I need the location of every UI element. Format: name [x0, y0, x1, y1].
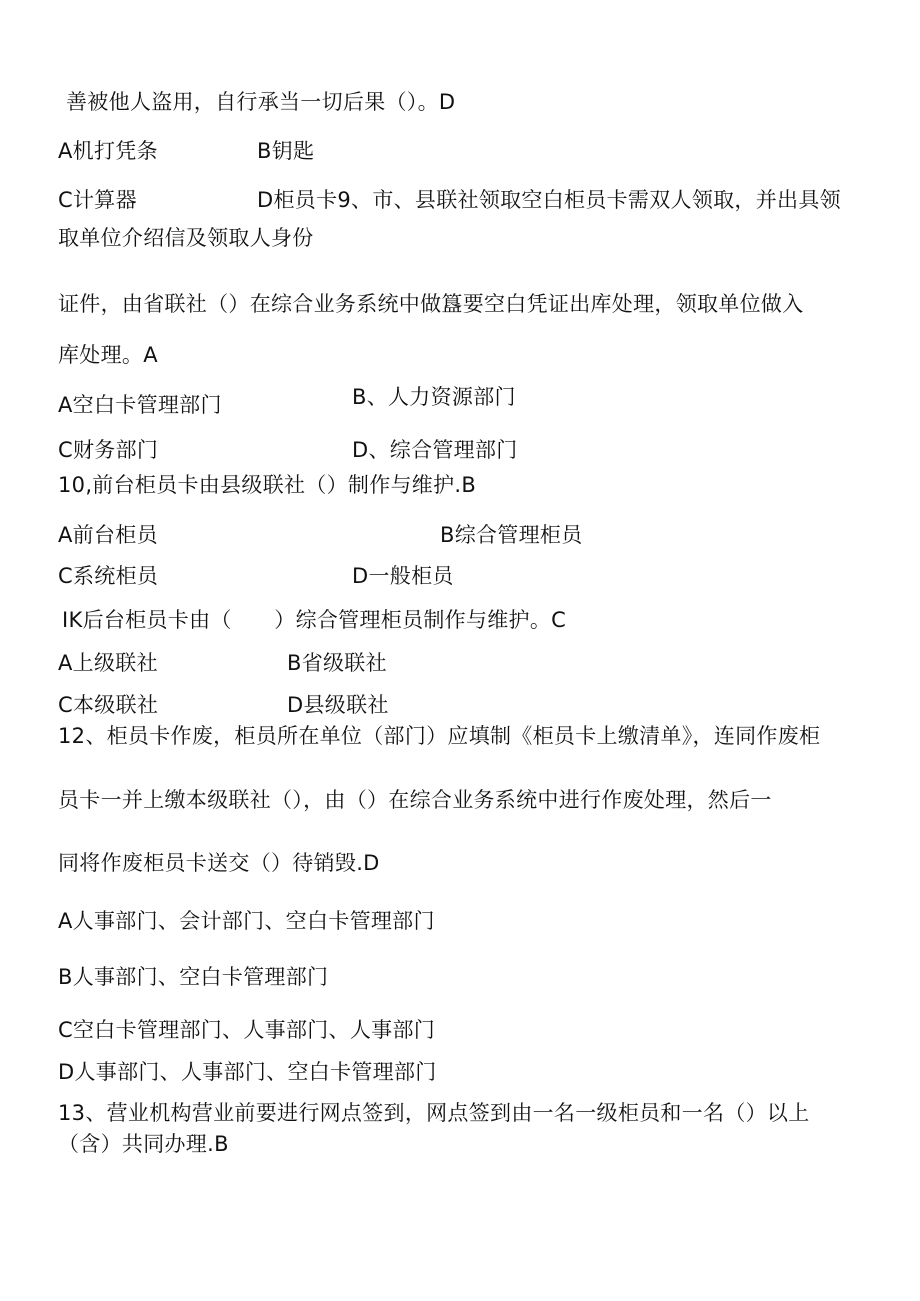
option-d: D一般柜员 [352, 564, 454, 588]
option-d-and-question-9: D柜员卡9、市、县联社领取空白柜员卡需双人领取，并出具领 [257, 188, 841, 212]
option-b: B省级联社 [287, 651, 387, 675]
question-12-answer: 同将作废柜员卡送交（）待销毁.D [58, 851, 380, 875]
question-9-text-cont: 证件，由省联社（）在综合业务系统中做簋要空白凭证出库处理，领取单位做入 [58, 292, 804, 316]
question-10: 10,前台柜员卡由县级联社（）制作与维护.B [58, 473, 477, 497]
question-11: IK后台柜员卡由（ ）综合管理柜员制作与维护。C [62, 608, 567, 632]
option-b: B、人力资源部门 [352, 385, 516, 409]
option-a: A空白卡管理部门 [58, 393, 222, 417]
question-13-answer: （含）共同办理.B [58, 1132, 229, 1156]
option-d: D县级联社 [287, 693, 389, 717]
option-c: C本级联社 [58, 693, 159, 717]
option-a: A机打凭条 [58, 139, 158, 163]
option-c: C系统柜员 [58, 564, 159, 588]
option-b: B钥匙 [257, 139, 315, 163]
option-b: B人事部门、空白卡管理部门 [58, 965, 329, 989]
option-d: D、综合管理部门 [352, 438, 518, 462]
option-a: A前台柜员 [58, 523, 158, 547]
option-c: C计算器 [58, 188, 137, 212]
option-c: C财务部门 [58, 438, 159, 462]
option-d: D人事部门、人事部门、空白卡管理部门 [58, 1060, 437, 1084]
option-a: A人事部门、会计部门、空白卡管理部门 [58, 909, 435, 933]
question-13: 13、营业机构营业前要进行网点签到，网点签到由一名一级柜员和一名（）以上 [58, 1101, 810, 1125]
option-a: A上级联社 [58, 651, 158, 675]
option-b: B综合管理柜员 [440, 523, 583, 547]
question-9-text: 取单位介绍信及领取人身份 [58, 226, 314, 250]
question-12: 12、柜员卡作废，柜员所在单位（部门）应填制《柜员卡上缴清单》，连同作废柜 [58, 724, 821, 748]
question-9-answer: 库处理。A [58, 343, 158, 367]
question-12-cont: 员卡一并上缴本级联社（），由（）在综合业务系统中进行作废处理，然后一 [58, 788, 772, 812]
option-c: C空白卡管理部门、人事部门、人事部门 [58, 1018, 436, 1042]
cropped-options-row [0, 432, 920, 462]
question-8-tail: 善被他人盗用，自行承当一切后果（）。D [66, 90, 456, 114]
